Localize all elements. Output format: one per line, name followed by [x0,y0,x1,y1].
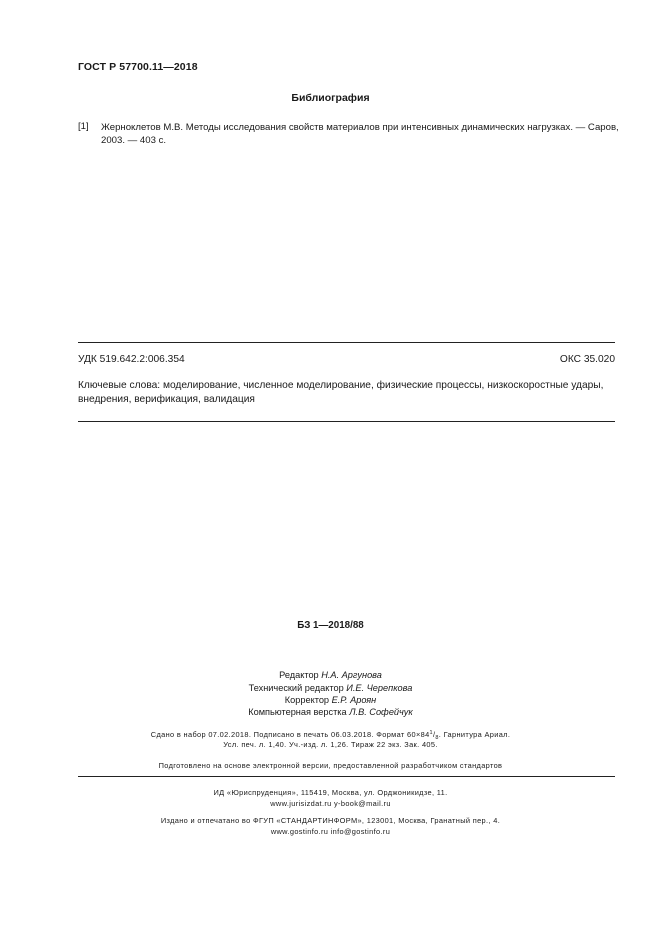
tech-editor-line [0,682,661,695]
format-denominator: 8 [435,735,439,741]
editor-role: Редактор [279,670,319,680]
divider-top [78,342,615,343]
prepared-note: Подготовлено на основе электронной версии, предоставленной разработчиком стандартов [158,761,503,770]
udk-code: УДК 519.642.2:006.354 [78,354,185,365]
tech-editor-role: Технический редактор [248,683,344,693]
imprint-font: . Гарнитура Ариал. [438,730,511,739]
layout-role: Компьютерная верстка [248,707,347,717]
publisher-web: www.jurisizdat.ru y-book@mail.ru [270,799,391,808]
imprint-line-1: Сдано в набор 07.02.2018. Подписано в печать 06.03.2018. Формат $60\times 84^1/_8$. Гарнитура Ариал. [150,730,511,741]
layout-name: Л.В. Софейчук [349,707,413,717]
layout-line [0,706,661,719]
corrector-name: Е.Р. Ароян [331,695,377,705]
standard-number: ГОСТ Р 57700.11—2018 [78,61,198,73]
corrector-line [0,694,661,707]
divider-bottom [78,421,615,422]
bibliography-item-text: Жерноклетов М.В. Методы исследования свойств материалов при интенсивных динамических нагрузках. — Саров, 2003. — 403 с. [101,122,619,146]
bz-number: БЗ 1—2018/88 [297,620,364,631]
keywords: Ключевые слова: моделирование, численное моделирование, физические процессы, низкоскоростные удары, внедрения, верификация, валидация [78,380,604,405]
bibliography-item-number: [1] [78,121,89,132]
tech-editor-name: И.Е. Черепкова [346,683,413,693]
corrector-role: Корректор [284,695,330,705]
divider-publisher [78,776,615,777]
publisher-line-1: ИД «Юриспруденция», 115419, Москва, ул. Орджоникидзе, 11. [213,788,448,797]
editor-name: Н.А. Аргунова [321,670,382,680]
imprint-line-2: Усл. печ. л. 1,40. Уч.-изд. л. 1,26. Тираж 22 экз. Зак. 405. [223,740,438,749]
printer-line: Издано и отпечатано во ФГУП «СТАНДАРТИНФОРМ», 123001, Москва, Гранатный пер., 4. [160,816,501,825]
printer-web: www.gostinfo.ru info@gostinfo.ru [270,827,391,836]
format-numerator: 1 [429,730,433,736]
oks-code: ОКС 35.020 [559,354,615,365]
imprint-dates: Сдано в набор 07.02.2018. Подписано в печать 06.03.2018. Формат 60×84 [150,730,430,739]
editor-line [0,669,661,682]
bibliography-title: Библиография [291,92,370,104]
